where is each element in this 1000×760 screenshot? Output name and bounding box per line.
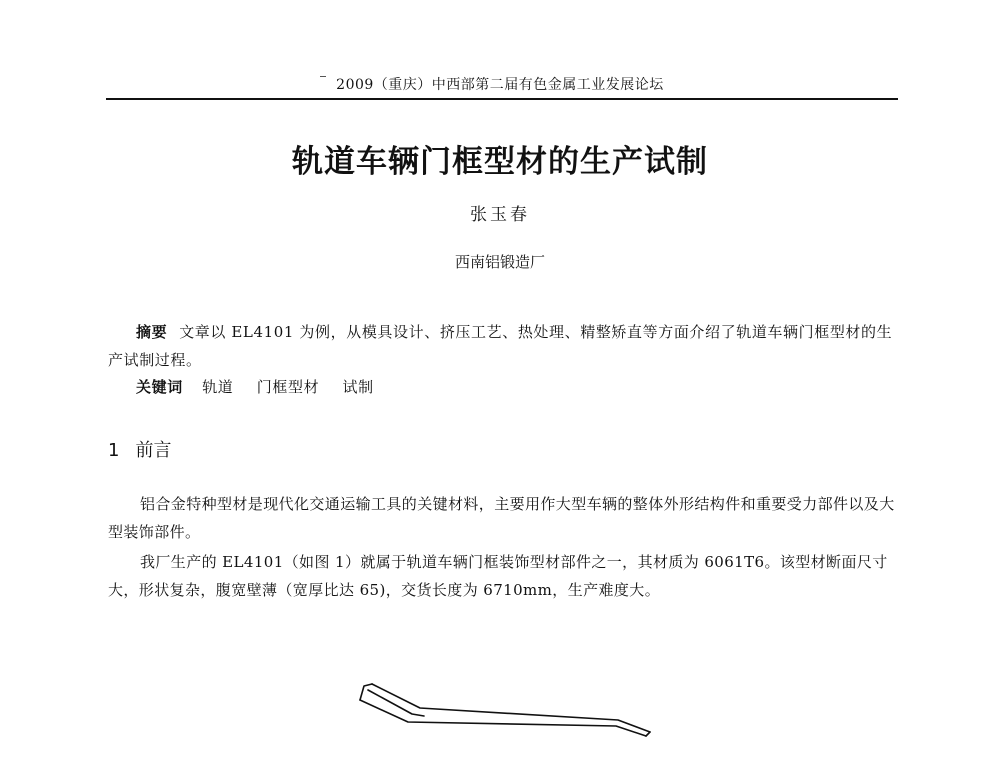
section-number: 1 [108,440,120,461]
header-rule [106,98,898,100]
abstract-text: 文章以 EL4101 为例，从模具设计、挤压工艺、热处理、精整矫直等方面介绍了轨道车辆门框型材的生产试制过程。 [108,323,893,369]
keyword-item: 门框型材 [256,378,320,396]
profile-outline-upper [372,684,650,732]
body-paragraph: 我厂生产的 EL4101（如图 1）就属于轨道车辆门框装饰型材部件之一，其材质为 6061T6。该型材断面尺寸大，形状复杂，腹宽壁薄（宽厚比达 65)，交货长度为 6710mm，生产难度大。 [108,553,888,599]
keywords [136,376,392,397]
abstract [108,318,898,374]
author-name: 张玉春 [470,205,530,225]
author-affiliation: 西南铝锻造厂 [454,253,545,271]
profile-cross-section-figure [350,676,670,746]
profile-outline-lower [360,700,646,736]
paper-title: 轨道车辆门框型材的生产试制 [292,144,708,180]
profile-inner-arm [368,690,424,716]
keyword-item: 轨道 [202,378,234,396]
section-heading [108,436,171,462]
abstract-label: 摘要 [136,323,168,341]
running-header: 2009（重庆）中西部第二届有色金属工业发展论坛 [336,77,664,93]
profile-tip [646,732,650,736]
body-paragraph: 铝合金特种型材是现代化交通运输工具的关键材料，主要用作大型车辆的整体外形结构件和重要受力部件以及大型装饰部件。 [108,495,895,541]
section-title: 前言 [135,440,172,461]
keywords-label: 关键词 [136,378,183,396]
keyword-item: 试制 [342,378,374,396]
